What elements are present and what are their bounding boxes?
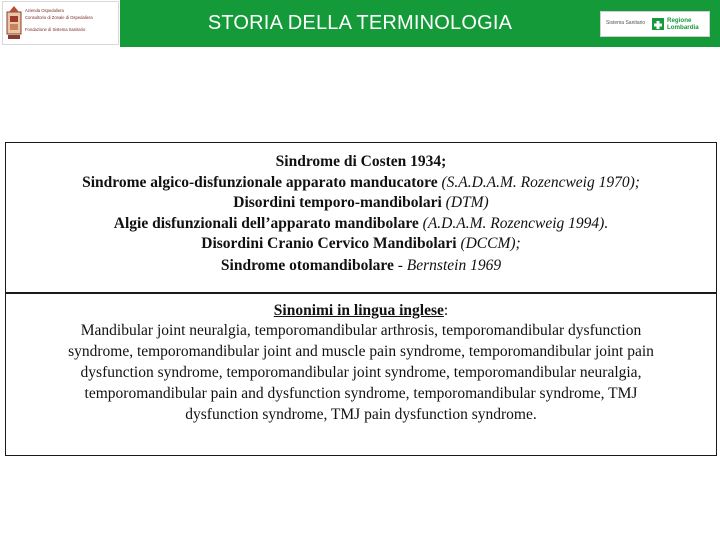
english-line-2: syndrome, temporomandibular joint and muscle pain syndrome, temporomandibular joint pain: [68, 343, 654, 360]
synonym-it-1: Sindrome di Costen 1934;: [275, 153, 447, 170]
synonym-it-2: Sindrome algico-disfunzionale apparato manducatore (S.A.D.A.M. Rozencweig 1970);: [82, 174, 640, 191]
page-title: STORIA DELLA TERMINOLOGIA: [207, 12, 513, 34]
right-logo: [600, 11, 710, 37]
english-line-3: dysfunction syndrome, temporomandibular joint syndrome, temporomandibular neuralgia,: [80, 364, 642, 381]
left-logo-line-1: Azienda Ospedaliera: [25, 8, 64, 13]
region-line-2: Lombardia: [667, 24, 699, 31]
section-divider: [5, 292, 717, 294]
cross-icon: [652, 18, 664, 30]
crest-icon: [6, 4, 22, 42]
english-line-1: Mandibular joint neuralgia, temporomandibular arthrosis, temporomandibular dysfunction: [80, 322, 642, 339]
synonym-it-6: Sindrome otomandibolare - Bernstein 1969: [220, 257, 502, 274]
english-line-4: temporomandibular pain and dysfunction syndrome, temporomandibular syndrome, TMJ: [84, 385, 638, 402]
left-logo-line-2: Consultorio di Zonale di Ospedaliera: [25, 15, 93, 20]
left-logo-line-3: Fondazione di Sistema Sanitario: [25, 27, 86, 32]
region-label: [667, 17, 699, 31]
region-line-1: Regione: [667, 17, 692, 24]
synonym-it-3: Disordini temporo-mandibolari (DTM): [233, 194, 489, 211]
left-logo: [2, 1, 119, 45]
header-bar: [0, 0, 720, 47]
system-label: Sistema Sanitario: [606, 20, 646, 26]
synonym-it-5: Disordini Cranio Cervico Mandibolari (DCCM);: [201, 235, 521, 252]
synonym-it-4: Algie disfunzionali dell’apparato mandibolare (A.D.A.M. Rozencweig 1994).: [113, 215, 609, 232]
english-line-5: dysfunction syndrome, TMJ pain dysfunction syndrome.: [185, 406, 537, 423]
english-heading: Sinonimi in lingua inglese:: [273, 302, 449, 319]
